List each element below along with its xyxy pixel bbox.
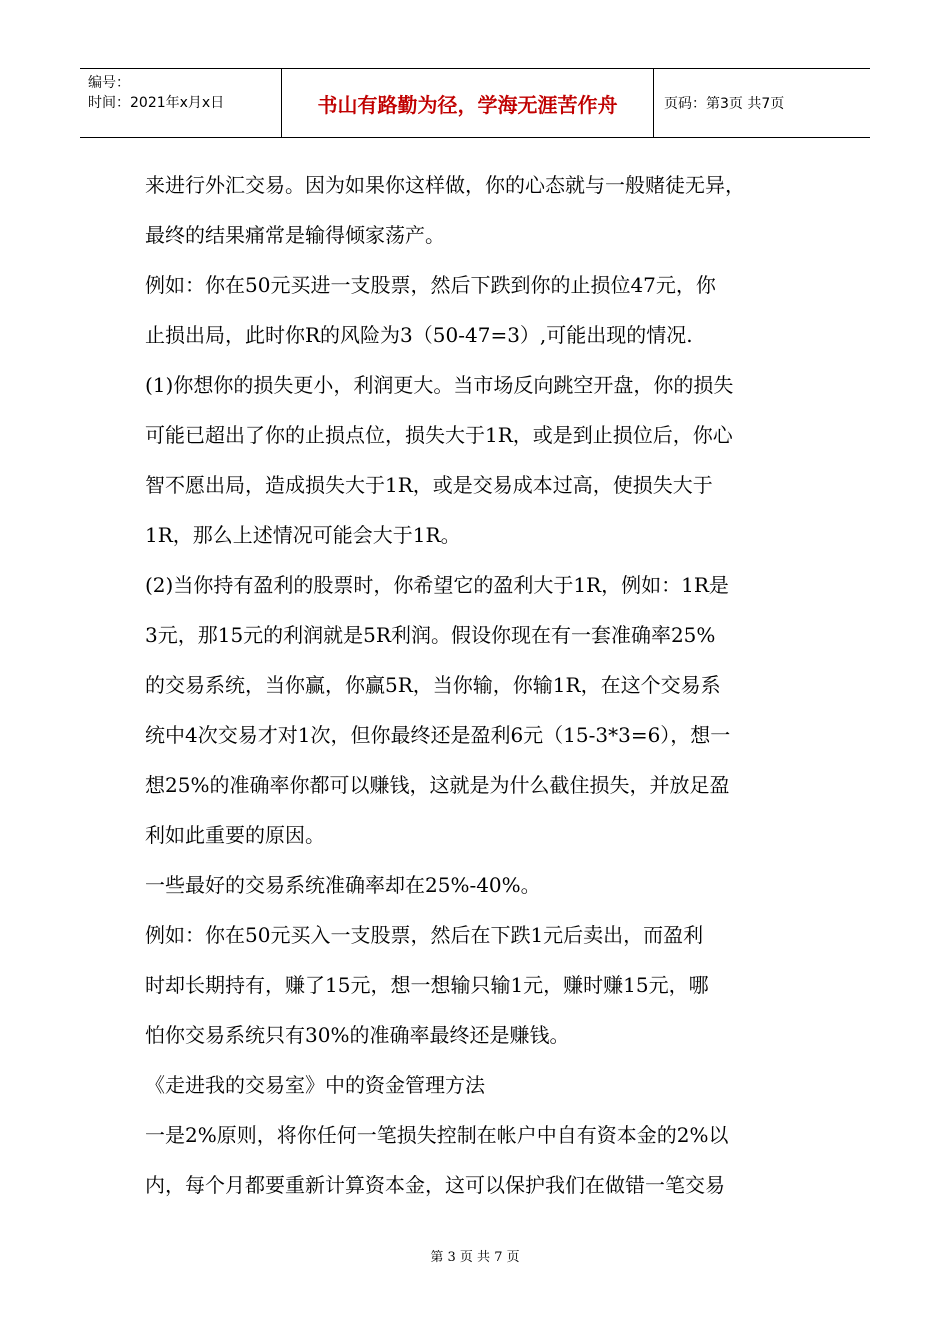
document-date-label: 时间：2021年x月x日 (88, 95, 225, 111)
page-header (80, 68, 870, 138)
document-body (145, 160, 810, 1210)
body-line: 利如此重要的原因。 (145, 823, 325, 847)
body-line: (2)当你持有盈利的股票时，你希望它的盈利大于1R，例如：1R是 (145, 573, 729, 597)
document-number-label: 编号： (88, 75, 130, 91)
body-line: (1)你想你的损失更小，利润更大。当市场反向跳空开盘，你的损失 (145, 373, 734, 397)
page-footer: 第 3 页 共 7 页 (430, 1250, 520, 1265)
header-page-info: 页码：第3页 共7页 (664, 96, 785, 112)
body-line: 时却长期持有，赚了15元，想一想输只输1元，赚时赚15元，哪 (145, 973, 709, 997)
body-line: 例如：你在50元买入一支股票，然后在下跌1元后卖出，而盈利 (145, 923, 704, 947)
body-line: 止损出局，此时你R的风险为3（50-47=3）,可能出现的情况. (145, 323, 693, 347)
header-motto: 书山有路勤为径，学海无涯苦作舟 (282, 69, 654, 137)
body-line: 统中4次交易才对1次，但你最终还是盈利6元（15-3*3=6），想一 (145, 723, 731, 747)
header-left-cell (80, 69, 282, 137)
body-line: 可能已超出了你的止损点位，损失大于1R，或是到止损位后，你心 (145, 423, 733, 447)
body-line: 的交易系统，当你赢，你赢5R，当你输，你输1R，在这个交易系 (145, 673, 721, 697)
body-line: 智不愿出局，造成损失大于1R，或是交易成本过高，使损失大于 (145, 473, 713, 497)
body-line: 最终的结果痛常是输得倾家荡产。 (145, 223, 445, 247)
body-line: 怕你交易系统只有30%的准确率最终还是赚钱。 (145, 1023, 570, 1047)
section-heading: 《走进我的交易室》中的资金管理方法 (145, 1073, 485, 1097)
body-line: 内，每个月都要重新计算资本金，这可以保护我们在做错一笔交易 (145, 1173, 725, 1197)
body-line: 3元，那15元的利润就是5R利润。假设你现在有一套准确率25% (145, 623, 716, 647)
body-line: 一是2%原则，将你任何一笔损失控制在帐户中自有资本金的2%以 (145, 1123, 729, 1147)
body-line: 1R，那么上述情况可能会大于1R。 (145, 523, 461, 547)
body-line: 例如：你在50元买进一支股票，然后下跌到你的止损位47元，你 (145, 273, 716, 297)
body-line: 一些最好的交易系统准确率却在25%-40%。 (145, 873, 541, 897)
body-line: 来进行外汇交易。因为如果你这样做，你的心态就与一般赌徒无异， (145, 173, 745, 197)
body-line: 想25%的准确率你都可以赚钱，这就是为什么截住损失，并放足盈 (145, 773, 730, 797)
